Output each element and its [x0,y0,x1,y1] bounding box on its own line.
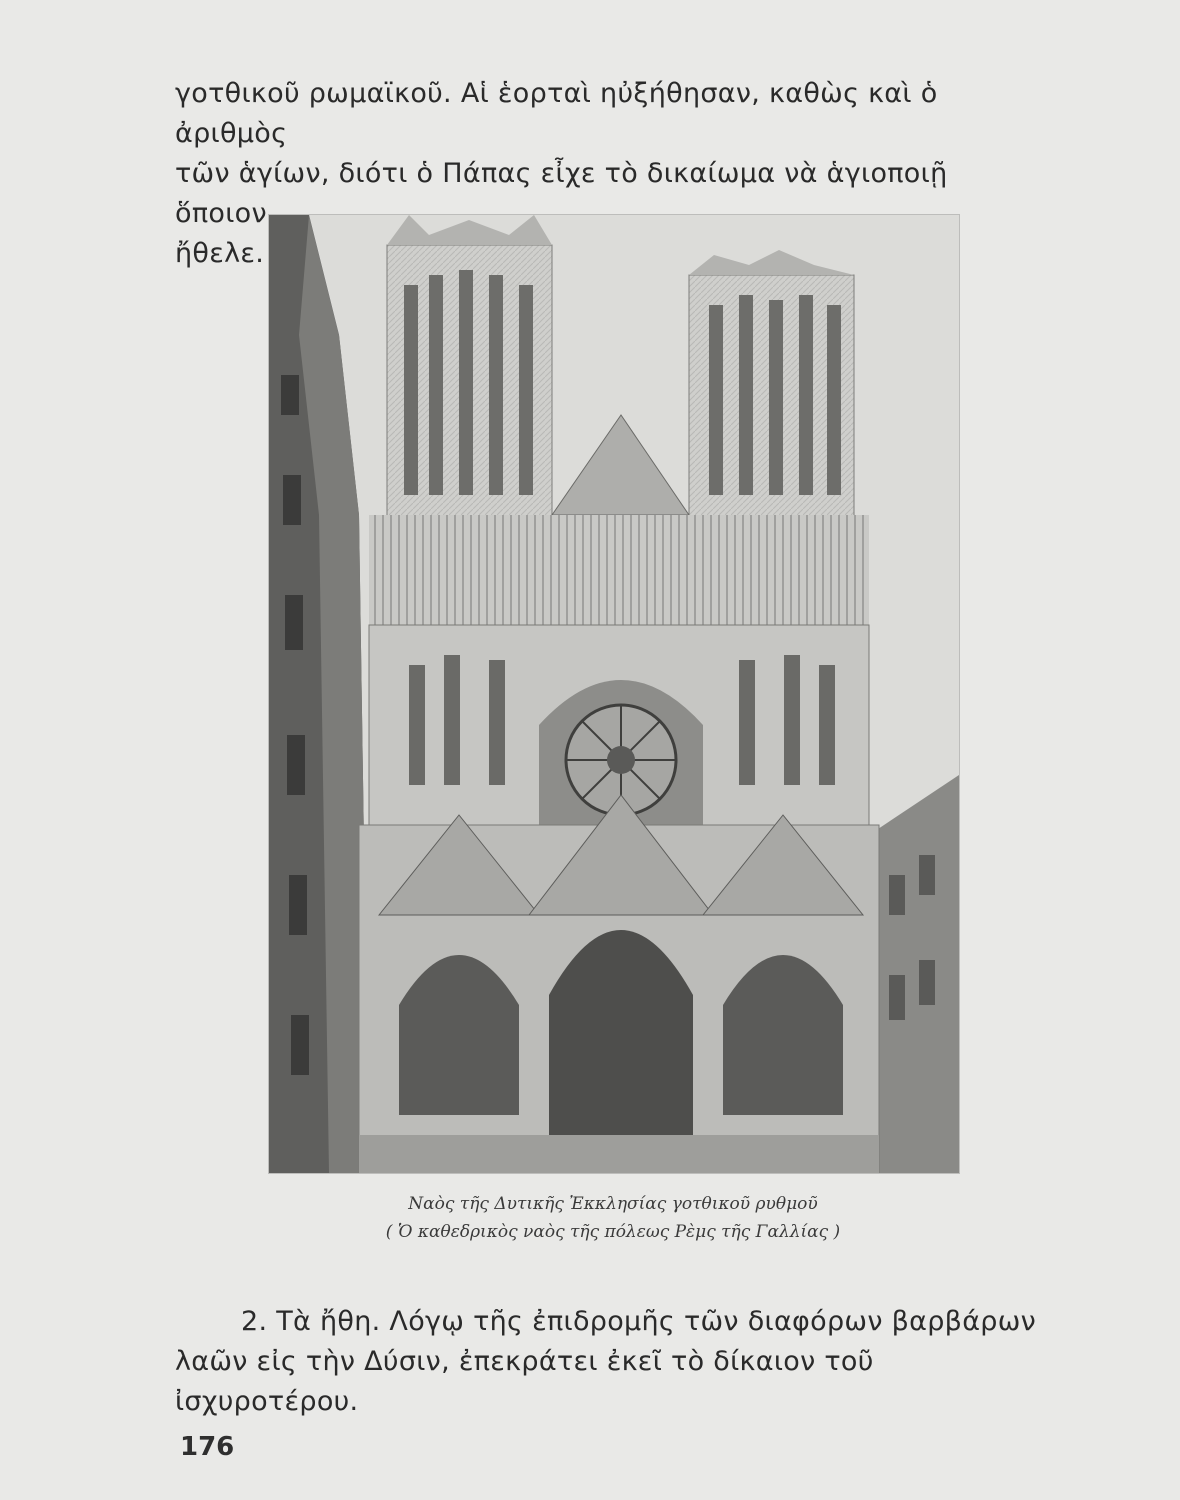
bottom-paragraph-line: 2. Τὰ ἤθη. Λόγῳ τῆς ἐπιδρομῆς τῶν διαφόρων βαρβάρων [241,1306,1037,1337]
bottom-paragraph-line: λαῶν εἰς τὴν Δύσιν, ἐπεκράτει ἐκεῖ τὸ δίκαιον τοῦ ἰσχυροτέρου. [175,1346,874,1417]
top-paragraph-line: ἤθελε. [175,238,265,269]
caption-subtitle: ( Ὁ καθεδρικὸς ναὸς τῆς πόλεως Ρὲμς τῆς Γαλλίας ) [385,1222,841,1242]
bottom-paragraph [175,1302,1055,1422]
caption-title: Ναὸς τῆς Δυτικῆς Ἐκκλησίας γοτθικοῦ ρυθμοῦ [408,1194,818,1214]
cathedral-photo [268,214,960,1174]
top-paragraph-line: τῶν ἁγίων, διότι ὁ Πάπας εἶχε τὸ δικαίωμα νὰ ἁγιοποιῇ ὅποιον [175,158,948,229]
top-paragraph-line: γοτθικοῦ ρωμαϊκοῦ. Αἱ ἑορταὶ ηὐξήθησαν, καθὼς καὶ ὁ ἀριθμὸς [175,78,938,149]
page-number: 176 [180,1432,235,1462]
figure-caption [268,1190,958,1246]
cathedral-facade-illustration [269,215,959,1173]
